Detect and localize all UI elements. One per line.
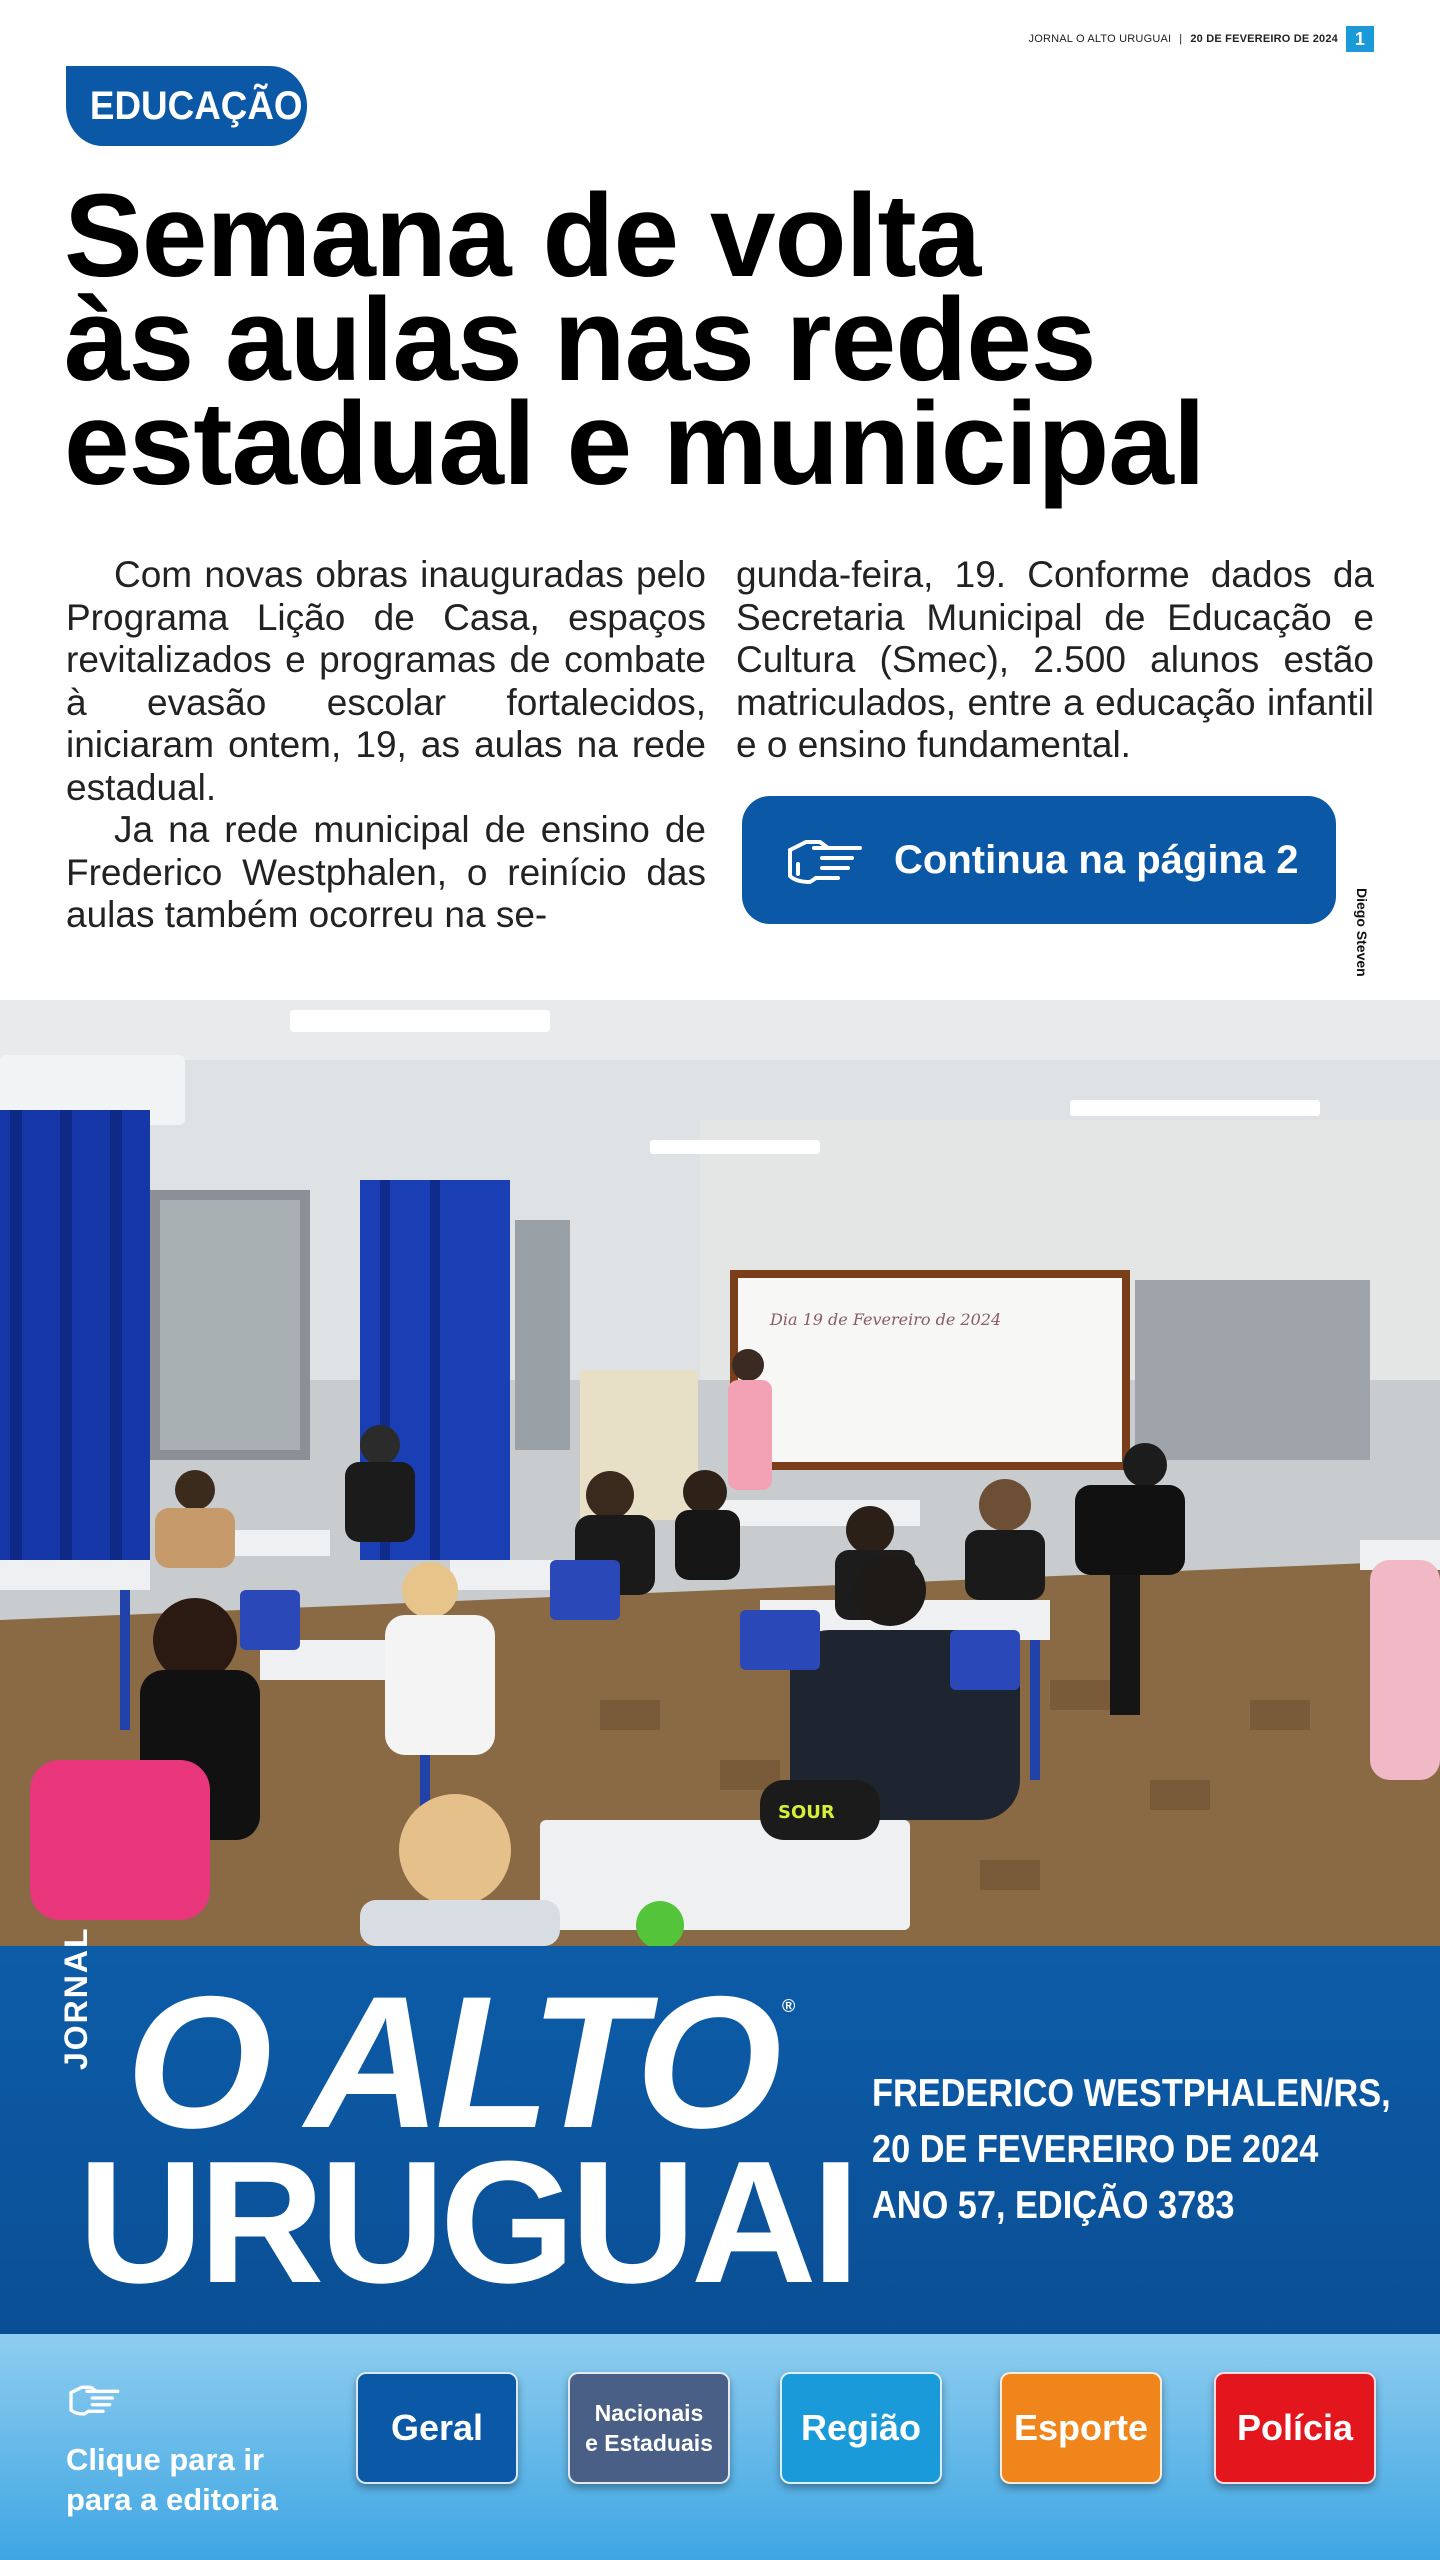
headline-line-1: Semana de volta — [64, 170, 981, 302]
photo-credit: Diego Steven — [1354, 888, 1370, 977]
nav-button-policia[interactable] — [1214, 2372, 1376, 2484]
nav-button-geral[interactable] — [356, 2372, 518, 2484]
continue-reading-button[interactable] — [742, 796, 1336, 924]
pointing-hand-icon — [786, 828, 866, 893]
article-paragraph: Ja na rede municipal de ensino de Frederico Westphalen, o reinício das aulas também ocorreu na se- — [66, 809, 706, 935]
headline-line-2: às aulas nas redes — [64, 274, 1096, 406]
headline-line-3: estadual e municipal — [64, 378, 1205, 510]
edition-location: FREDERICO WESTPHALEN/RS, — [872, 2072, 1391, 2115]
page-header — [1029, 26, 1374, 52]
article-column-right — [736, 554, 1374, 767]
article-column-left — [66, 554, 706, 937]
nav-button-nacionais-estaduais[interactable] — [568, 2372, 730, 2484]
nav-button-regiao[interactable] — [780, 2372, 942, 2484]
nav-button-label: Região — [800, 2407, 922, 2448]
nav-button-label: Esporte — [1013, 2407, 1149, 2448]
nav-button-label-line-1: Nacionais — [594, 2400, 704, 2426]
nav-button-label: Geral — [390, 2407, 484, 2448]
headline — [64, 170, 1384, 510]
section-badge — [66, 66, 307, 146]
whiteboard-text: Dia 19 de Fevereiro de 2024 — [770, 1310, 1002, 1329]
nav-hint-line-2: para a editoria — [66, 2482, 278, 2517]
edition-number: ANO 57, EDIÇÃO 3783 — [872, 2184, 1235, 2227]
classroom-photo — [0, 1000, 1440, 1946]
header-separator: | — [1179, 33, 1183, 45]
logo-jornal-text: JORNAL — [58, 1926, 94, 2070]
pencil-case-text: SOUR — [778, 1802, 835, 1823]
logo-line-2: URUGUAI — [78, 2124, 855, 2319]
nav-hint-line-1: Clique para ir — [66, 2442, 265, 2477]
page-number: 1 — [1346, 26, 1374, 52]
edition-info — [872, 2066, 1391, 2234]
section-label: EDUCAÇÃO — [89, 83, 303, 128]
registered-mark: ® — [782, 1996, 796, 2016]
nav-hint — [66, 2378, 278, 2520]
edition-date: 20 DE FEVEREIRO DE 2024 — [872, 2128, 1319, 2171]
nav-button-label-line-2: e Estaduais — [585, 2430, 713, 2456]
logo-line-1: O ALTO — [126, 1957, 776, 2167]
nav-button-esporte[interactable] — [1000, 2372, 1162, 2484]
pointing-hand-icon — [66, 2390, 124, 2425]
article-paragraph: Com novas obras inauguradas pelo Programa Lição de Casa, espaços revitalizados e programas de combate à evasão escolar fortalecidos, iniciaram ontem, 19, as aulas na rede estadual. — [66, 554, 706, 808]
continue-label: Continua na página 2 — [894, 837, 1299, 882]
publication-name: JORNAL O ALTO URUGUAI — [1028, 33, 1172, 45]
header-date: 20 DE FEVEREIRO DE 2024 — [1190, 33, 1338, 45]
article-paragraph: gunda-feira, 19. Conforme dados da Secretaria Municipal de Educação e Cultura (Smec), 2.500 alunos estão matriculados, entre a educação infantil e o ensino fundamental. — [736, 554, 1374, 765]
nav-button-label: Polícia — [1236, 2407, 1354, 2448]
